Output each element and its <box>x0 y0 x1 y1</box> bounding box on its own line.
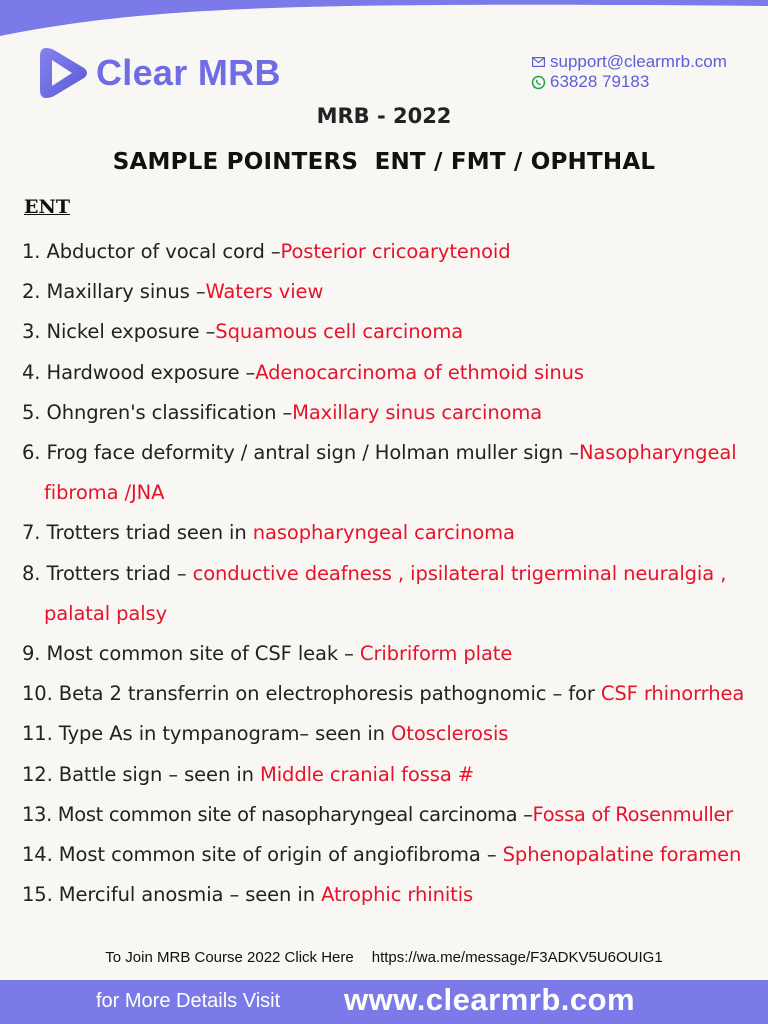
item-question: 13. Most common site of nasopharyngeal carcinoma – <box>22 802 533 826</box>
item-question: 2. Maxillary sinus – <box>22 280 206 304</box>
item-question: 8. Trotters triad – <box>22 561 193 585</box>
whatsapp-icon <box>530 74 546 90</box>
item-answer-continued: fibroma /JNA <box>44 481 165 505</box>
list-item <box>22 232 752 272</box>
item-question: 15. Merciful anosmia – seen in <box>22 883 322 907</box>
page-title-text: SAMPLE POINTERS ENT / FMT / OPHTHAL <box>112 149 656 175</box>
list-item <box>22 755 752 795</box>
item-question: 1. Abductor of vocal cord – <box>22 240 281 263</box>
item-question: 7. Trotters triad seen in <box>22 521 253 545</box>
phone-row[interactable] <box>530 72 727 92</box>
list-item <box>22 674 752 714</box>
email-row[interactable] <box>530 52 727 72</box>
item-question: 3. Nickel exposure – <box>22 320 216 344</box>
join-course-bar <box>0 949 768 966</box>
item-answer: Maxillary sinus carcinoma <box>292 400 543 424</box>
list-item <box>22 353 752 393</box>
item-answer: Atrophic rhinitis <box>321 883 474 907</box>
item-question: 6. Frog face deformity / antral sign / Holman muller sign – <box>22 441 579 465</box>
item-answer: CSF rhinorrhea <box>600 682 745 706</box>
item-answer: Nasopharyngeal <box>578 441 737 465</box>
brand-name: Clear MRB <box>96 52 281 93</box>
list-item <box>22 554 752 634</box>
pointer-list <box>22 232 752 915</box>
footer-label: for More Details Visit <box>96 990 281 1012</box>
item-answer: Sphenopalatine foramen <box>502 843 742 867</box>
item-answer: Cribriform plate <box>359 642 513 666</box>
item-answer: Fossa of Rosenmuller <box>532 802 733 826</box>
item-question: 4. Hardwood exposure – <box>22 360 256 384</box>
phone-number[interactable]: 63828 79183 <box>550 72 650 91</box>
item-answer: Posterior cricoarytenoid <box>280 240 511 263</box>
item-answer: Waters view <box>205 280 324 304</box>
list-item <box>22 795 752 835</box>
list-item <box>22 875 752 915</box>
item-answer: Adenocarcinoma of ethmoid sinus <box>255 360 584 384</box>
list-item <box>22 513 752 553</box>
item-question: 14. Most common site of origin of angiofibroma – <box>22 843 503 867</box>
item-answer: nasopharyngeal carcinoma <box>252 521 515 545</box>
envelope-icon <box>530 54 546 70</box>
play-arrow-icon <box>38 44 90 102</box>
list-item <box>22 433 752 513</box>
item-question: 11. Type As in tympanogram– seen in <box>22 722 392 746</box>
top-band <box>0 0 768 40</box>
item-answer: Squamous cell carcinoma <box>215 320 464 344</box>
item-answer: conductive deafness , ipsilateral trigerminal neuralgia , <box>192 561 727 585</box>
list-item <box>22 272 752 312</box>
list-item <box>22 312 752 352</box>
list-item <box>22 393 752 433</box>
website-link[interactable]: www.clearmrb.com <box>344 982 636 1017</box>
item-question: 10. Beta 2 transferrin on electrophoresis pathognomic – for <box>22 682 601 706</box>
list-item <box>22 835 752 875</box>
item-answer-continued: palatal palsy <box>44 601 168 625</box>
list-item <box>22 634 752 674</box>
item-question: 9. Most common site of CSF leak – <box>22 642 360 666</box>
page-subtitle: MRB - 2022 <box>316 104 452 128</box>
join-course-link[interactable]: To Join MRB Course 2022 Click Here <box>105 949 354 966</box>
footer-bar <box>0 980 768 1024</box>
whatsapp-url-link[interactable]: https://wa.me/message/F3ADKV5U6OUIG1 <box>371 949 663 966</box>
item-answer: Middle cranial fossa # <box>260 762 475 786</box>
section-heading: ENT <box>24 196 70 218</box>
page-title <box>0 149 768 175</box>
email-link[interactable]: support@clearmrb.com <box>550 52 727 71</box>
item-question: 5. Ohngren's classification – <box>22 400 293 424</box>
item-question: 12. Battle sign – seen in <box>22 762 260 786</box>
list-item <box>22 714 752 754</box>
item-answer: Otosclerosis <box>391 722 509 746</box>
contact-info <box>530 52 727 92</box>
brand-logo[interactable] <box>38 44 281 102</box>
